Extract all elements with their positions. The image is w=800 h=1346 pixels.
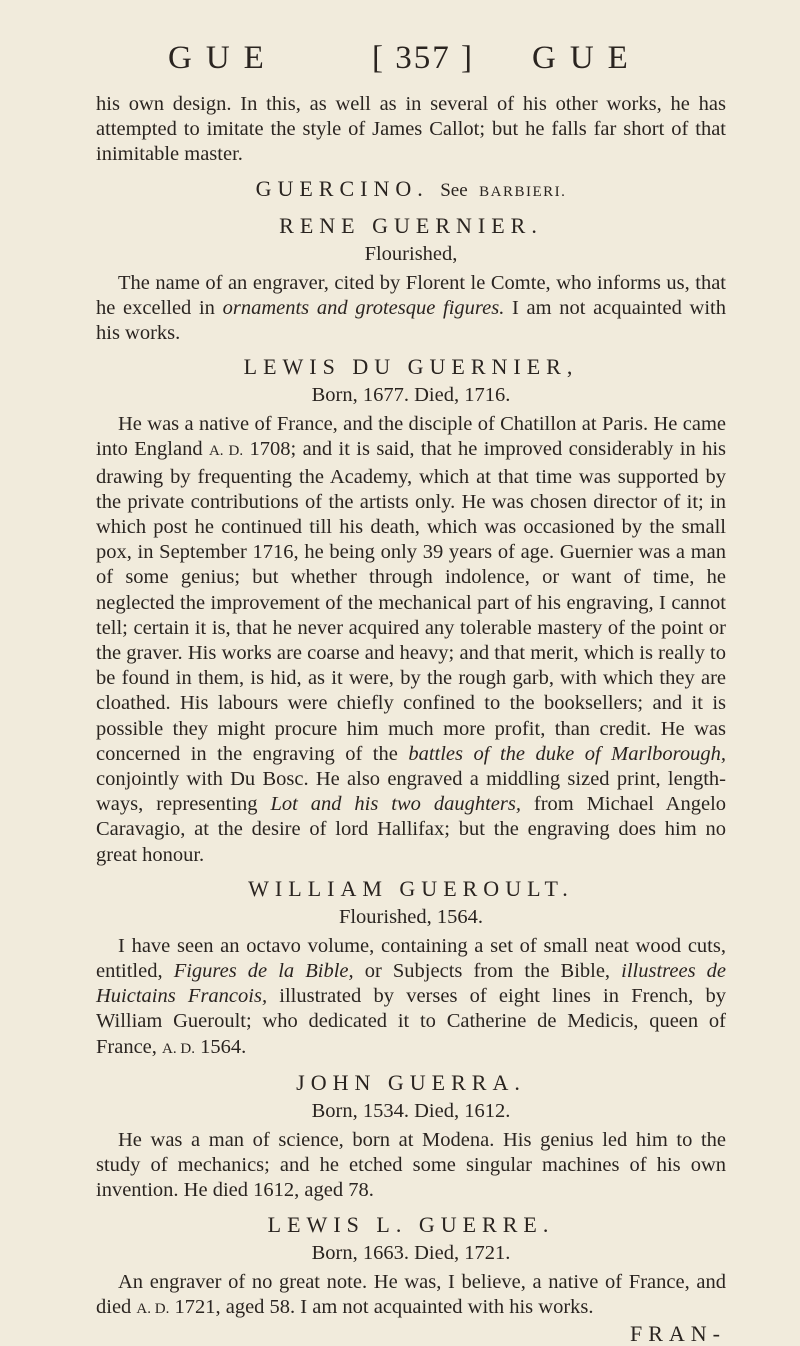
entry-heading-lewis-l-guerre: LEWIS L. GUERRE. (267, 1211, 555, 1237)
entry-dates: Flourished, (364, 242, 458, 265)
italic-text: battles of the duke of Marlborough, (408, 742, 727, 765)
entry-text-william-gueroult: I have seen an octavo volume, containing a set of small neat wood cuts, entitled, Figures de la Bible, or Subjects from the Bible, illustrees de Huictains Francois, illustrated by verses of eight lines in French, by William Gueroult; who dedicated it to Catherine de Medicis, queen of France, A. D. 1564. (96, 934, 726, 1058)
italic-text: ornaments and grotesque figures. (222, 296, 505, 319)
entry-name: GUERCINO. (255, 175, 429, 201)
entry-heading-william-gueroult: WILLIAM GUEROULT. (248, 875, 574, 901)
italic-text: Lot and his two daughters, (270, 793, 521, 816)
entry-heading-john-guerra: JOHN GUERRA. (296, 1069, 526, 1095)
entry-dates: Flourished, 1564. (338, 905, 484, 928)
entry-text-lewis-du-guernier: He was a native of France, and the disciple of Chatillon at Paris. He came into England A. D. 1708; and it is said, that he improved considerably in his drawing by frequenting the Academy, which at that time was supported by the private contributions of the artists only. He was chosen director of it; in which post he continued till his death, which was occasioned by the small pox, in September 1716, he being only 39 years of age. Guernier was a man of some genius; but whether through indolence, or want of time, he neglected the improvement of the mechanical part of his engraving, I cannot tell; certain it is, that he never acquired any tolerable mastery of the point or the graver. His works are coarse and heavy; and that merit, which is really to be found in them, is hid, as it were, by the rough garb, with which they are cloathed. His labours were chiefly confined to the booksellers; and it is possible they might procure him much more profit, than credit. He was concerned in the engraving of the battles of the duke of Marlborough, conjointly with Du Bosc. He also engraved a middling sized print, length-ways, representing Lot and his two daughters, from Michael Angelo Caravagio, at the desire of lord Hallifax; but the engraving does him no great honour. (96, 413, 727, 866)
page-number: [ 357 ] (372, 40, 474, 76)
running-head-left: GUE (168, 40, 278, 76)
entry-text-lewis-l-guerre: An engraver of no great note. He was, I believe, a native of France, and died A. D. 1721, aged 58. I am not acquainted with his works. (96, 1270, 726, 1318)
page-body (96, 92, 726, 1346)
entry-heading-guercino (96, 176, 726, 205)
entry-heading-lewis-du-guernier: LEWIS DU GUERNIER, (243, 354, 579, 380)
paragraph-continued: his own design. In this, as well as in several of his other works, he has attempted to imitate the style of James Callot; but he falls far short of that inimitable master. (96, 93, 726, 166)
entry-dates: Born, 1663. Died, 1721. (311, 1241, 511, 1264)
entry-text-rene-guernier: The name of an engraver, cited by Florent le Comte, who informs us, that he excelled in ornaments and grotesque figures. I am not acquainted with his works. (96, 271, 726, 345)
cross-reference: BARBIERI. (479, 183, 567, 200)
see-label: See (440, 179, 468, 201)
entry-dates: Born, 1534. Died, 1612. (311, 1099, 511, 1122)
italic-text: Figures de la Bible, (173, 960, 354, 983)
entry-text-john-guerra: He was a man of science, born at Modena. His genius led him to the study of mechanics; and he etched some singular machines of his own invention. He died 1612, aged 78. (96, 1128, 726, 1202)
entry-heading-rene-guernier: RENE GUERNIER. (279, 212, 543, 238)
running-head (0, 38, 800, 78)
italic-text: illustrees de Huictains Francois, (96, 960, 726, 1008)
running-head-right: GUE (532, 40, 642, 76)
entry-dates: Born, 1677. Died, 1716. (311, 384, 511, 407)
catchword: FRAN- (629, 1320, 726, 1346)
